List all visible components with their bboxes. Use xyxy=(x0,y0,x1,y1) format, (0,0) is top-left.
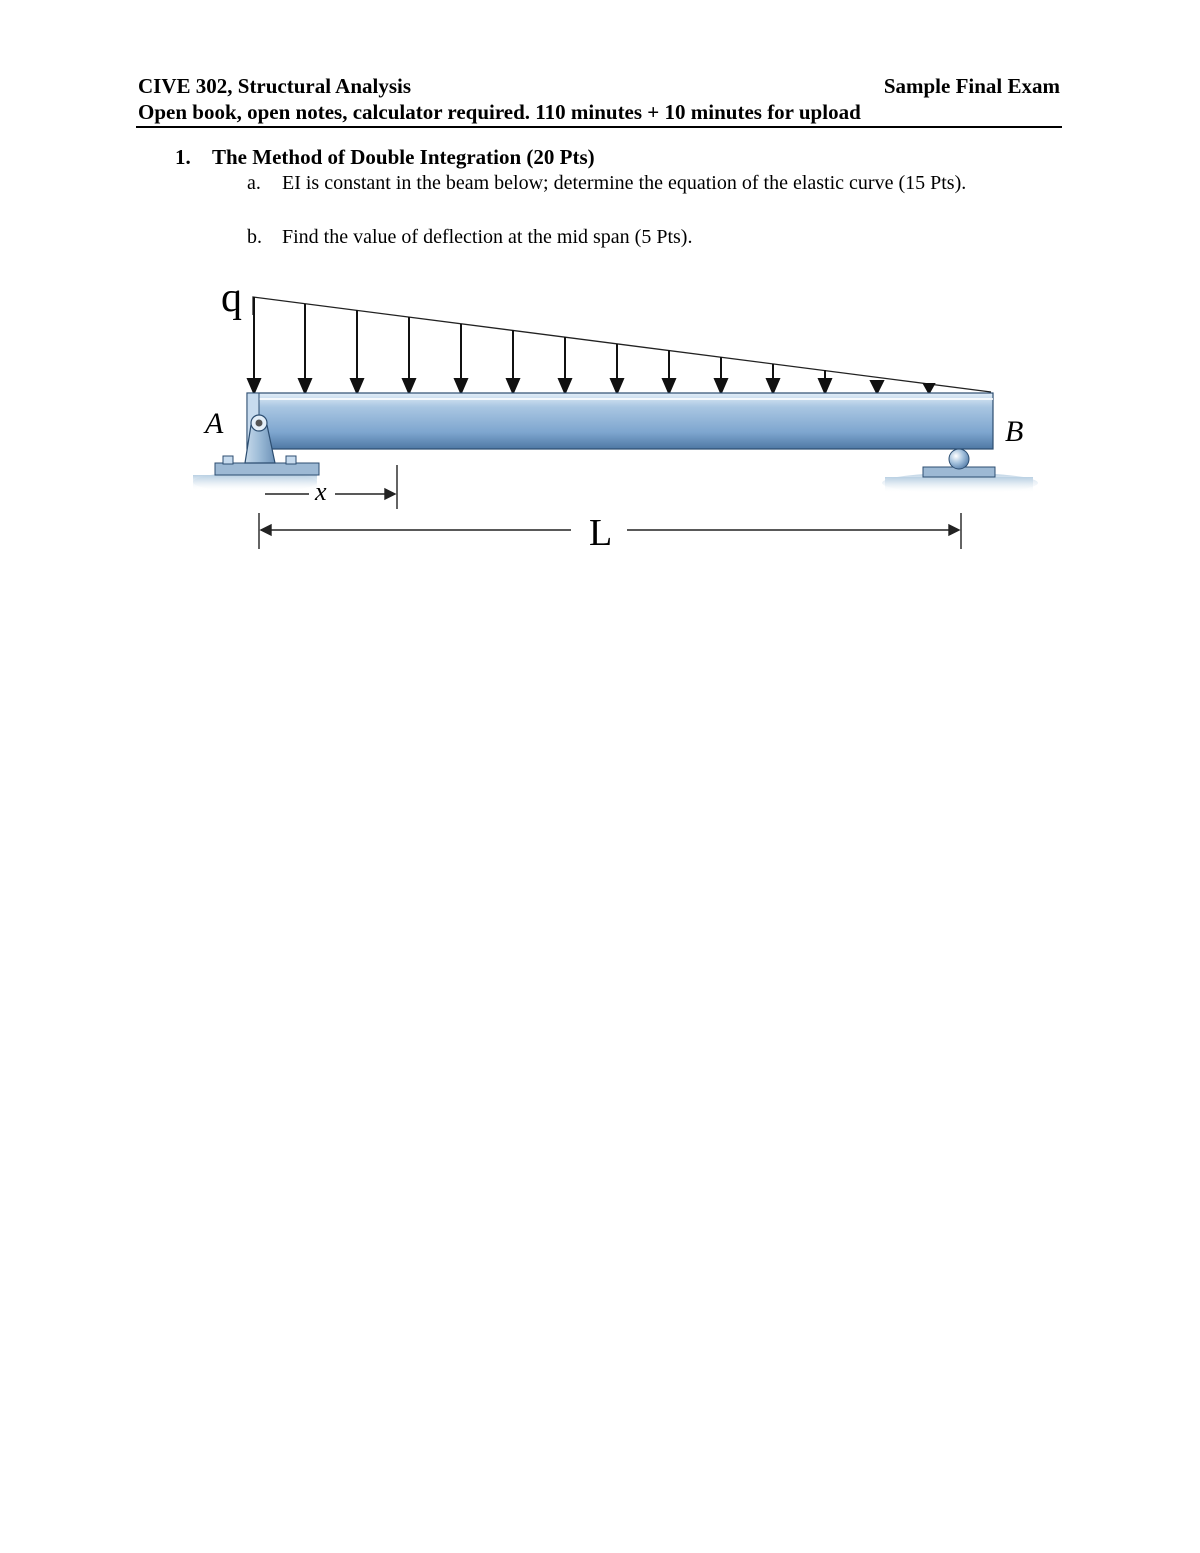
support-b-label: B xyxy=(1005,415,1024,448)
exam-title: Sample Final Exam xyxy=(883,74,1060,98)
part-label: a. xyxy=(247,172,261,194)
question-part-a xyxy=(247,170,1047,197)
question-number: 1. xyxy=(175,145,191,169)
exam-instructions: Open book, open notes, calculator required. 110 minutes + 10 minutes for upload xyxy=(138,100,861,124)
part-label: b. xyxy=(247,226,262,248)
beam-diagram xyxy=(185,275,1045,555)
header-divider xyxy=(136,126,1062,128)
part-text: Find the value of deflection at the mid span (5 Pts). xyxy=(282,226,693,248)
part-text: EI is constant in the beam below; determine the equation of the elastic curve (15 Pts). xyxy=(282,172,967,194)
load-envelope xyxy=(253,297,991,392)
question-part-b xyxy=(247,224,1047,251)
x-label: x xyxy=(315,477,327,506)
beam-figure xyxy=(185,275,1045,555)
roller-support-b xyxy=(882,449,1038,493)
span-label: L xyxy=(589,512,613,554)
course-title: CIVE 302, Structural Analysis xyxy=(138,74,412,98)
exam-header xyxy=(138,73,1060,99)
support-a-label: A xyxy=(205,407,224,440)
question-heading xyxy=(175,143,595,171)
load-label: q xyxy=(221,275,242,321)
load-arrows xyxy=(248,297,934,393)
beam xyxy=(247,393,993,449)
question-title: The Method of Double Integration (20 Pts) xyxy=(212,145,595,169)
